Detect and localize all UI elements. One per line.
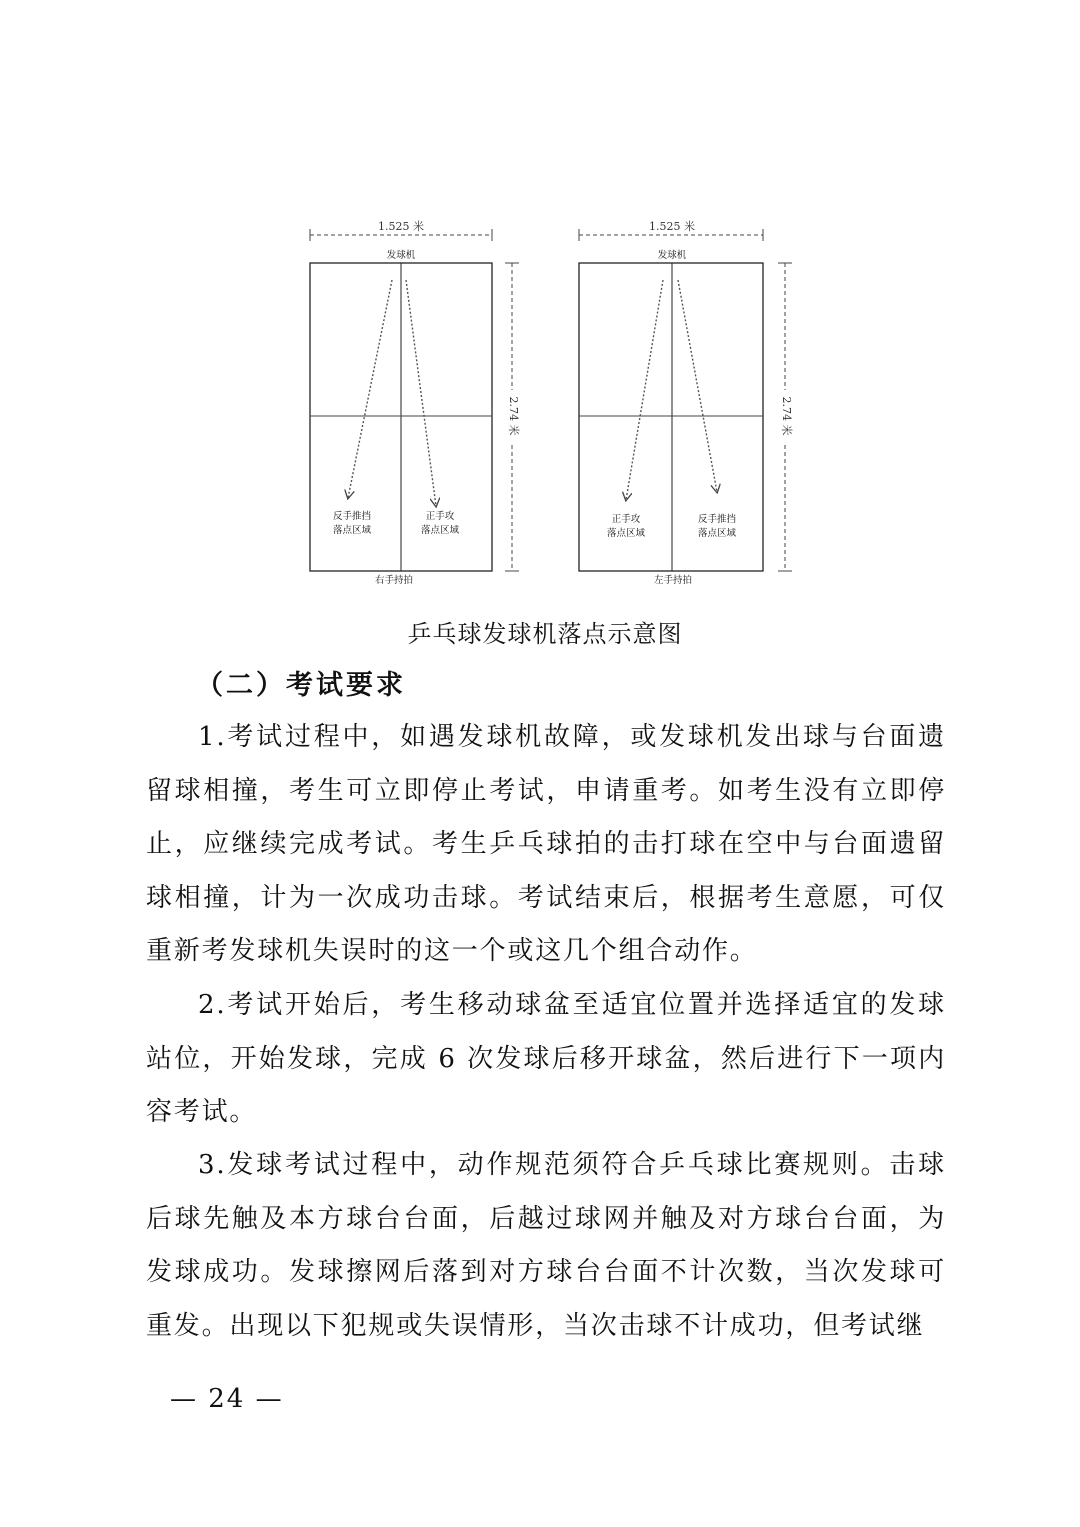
trajectory-arrow-forehand xyxy=(406,280,436,506)
zone-label-left-line2: 落点区域 xyxy=(332,525,372,536)
width-label: 1.525 米 xyxy=(649,220,695,233)
zone-label-right-line2: 落点区域 xyxy=(697,528,737,539)
zone-label-right-line1: 反手推挡 xyxy=(697,514,737,525)
paragraph-2: 2.考试开始后，考生移动球盆至适宜位置并选择适宜的发球站位，开始发球，完成 6 次发球后移开球盆，然后进行下一项内容考试。 xyxy=(146,990,946,1127)
paragraph-3: 3.发球考试过程中，动作规范须符合乒乓球比赛规则。击球后球先触及本方球台台面，后越过球网并触及对方球台台面，为发球成功。发球擦网后落到对方球台台面不计次数，当次发球可重发。出现以下犯规或失误情形，当次击球不计成功，但考试继 xyxy=(146,1150,946,1341)
length-label: 2.74 米 xyxy=(507,396,520,436)
grip-label: 左手持拍 xyxy=(653,575,693,586)
paragraph-1: 1.考试过程中，如遇发球机故障，或发球机发出球与台面遗留球相撞，考生可立即停止考试，申请重考。如考生没有立即停止，应继续完成考试。考生乒乓球拍的击打球在空中与台面遗留球相撞，计为一次成功击球。考试结束后，根据考生意愿，可仅重新考发球机失误时的这一个或这几个组合动作。 xyxy=(146,722,946,966)
serve-landing-diagram xyxy=(290,210,810,600)
zone-label-left-line1: 正手攻 xyxy=(611,514,641,525)
machine-label: 发球机 xyxy=(657,250,687,261)
width-label: 1.525 米 xyxy=(378,220,424,233)
diagram-svg xyxy=(290,210,810,600)
length-label: 2.74 米 xyxy=(780,396,793,436)
figure-caption: 乒乓球发球机落点示意图 xyxy=(407,620,683,648)
zone-label-right-line2: 落点区域 xyxy=(420,525,460,536)
section-heading: （二）考试要求 xyxy=(196,670,406,701)
trajectory-arrow-forehand xyxy=(626,280,663,500)
page-number: — 24 — xyxy=(170,1384,284,1414)
machine-label: 发球机 xyxy=(386,250,416,261)
zone-label-left-line1: 反手推挡 xyxy=(332,511,372,522)
grip-label: 右手持拍 xyxy=(374,575,414,586)
trajectory-arrow-backhand xyxy=(348,280,392,498)
zone-label-left-line2: 落点区域 xyxy=(606,528,646,539)
left-table xyxy=(310,219,521,586)
right-table xyxy=(579,219,794,586)
trajectory-arrow-backhand xyxy=(678,280,717,492)
zone-label-right-line1: 正手攻 xyxy=(425,511,455,522)
